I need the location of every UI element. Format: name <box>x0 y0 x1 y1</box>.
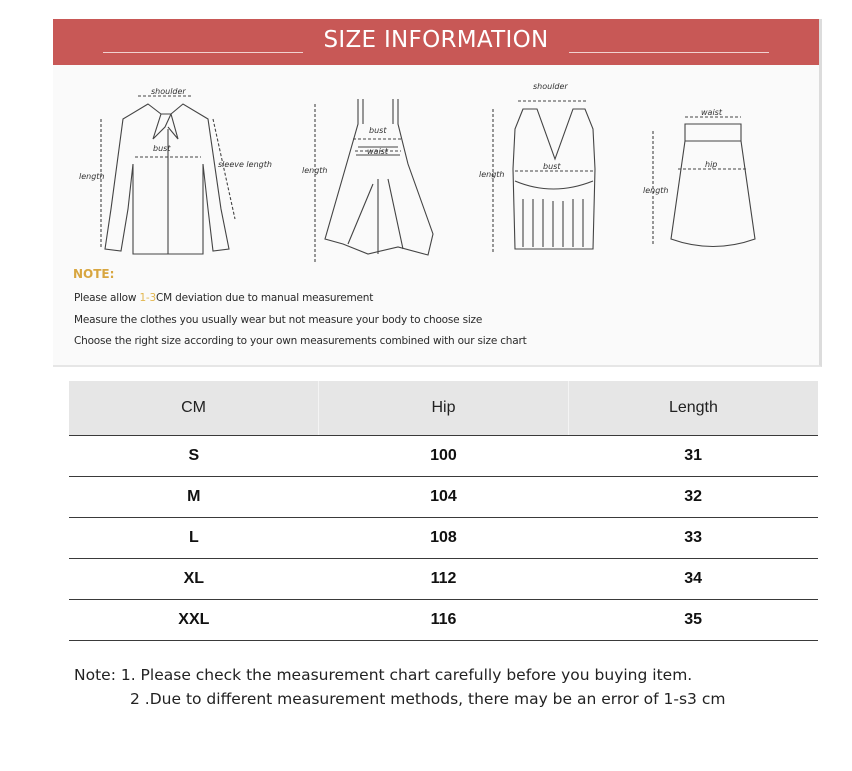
vest-bust-label: bust <box>543 162 561 171</box>
length-cell: 31 <box>568 436 818 477</box>
skirt-diagram <box>653 117 755 247</box>
size-cell: XXL <box>69 600 319 641</box>
footer-note-line-1: Note: 1. Please check the measurement chart carefully before you buying item. <box>74 666 693 684</box>
hip-cell: 108 <box>319 518 569 559</box>
dress-length-label: length <box>302 166 328 175</box>
length-cell: 34 <box>568 559 818 600</box>
skirt-waist-label: waist <box>701 108 722 117</box>
shirt-length-label: length <box>79 172 105 181</box>
size-chart-table <box>69 381 818 641</box>
shirt-bust-label: bust <box>153 144 171 153</box>
dress-diagram <box>315 99 433 264</box>
header-hip: Hip <box>319 381 569 436</box>
footer-note-line-2: 2 .Due to different measurement methods, there may be an error of 1-s3 cm <box>130 690 726 708</box>
hip-cell: 104 <box>319 477 569 518</box>
size-information-panel <box>53 19 822 367</box>
length-cell: 33 <box>568 518 818 559</box>
header-length: Length <box>568 381 818 436</box>
table-row <box>69 477 818 518</box>
skirt-hip-label: hip <box>705 160 718 169</box>
size-information-banner <box>53 19 819 65</box>
skirt-length-label: length <box>643 186 669 195</box>
note-line-3: Choose the right size according to your own measurements combined with our size chart <box>74 335 527 347</box>
size-cell: L <box>69 518 319 559</box>
shirt-shoulder-label: shoulder <box>151 87 186 96</box>
note-heading: NOTE: <box>73 267 115 281</box>
table-row <box>69 518 818 559</box>
size-cell: XL <box>69 559 319 600</box>
shirt-diagram <box>101 96 235 254</box>
note-line-1-pre: Please allow <box>74 292 140 304</box>
hip-cell: 116 <box>319 600 569 641</box>
header-cm: CM <box>69 381 319 436</box>
size-information-title: SIZE INFORMATION <box>323 27 549 53</box>
note-line-1-highlight: 1-3 <box>139 292 156 304</box>
table-row <box>69 600 818 641</box>
vest-length-label: length <box>479 170 505 179</box>
table-row <box>69 436 818 477</box>
note-line-1-post: CM deviation due to manual measurement <box>156 292 374 304</box>
length-cell: 35 <box>568 600 818 641</box>
note-line-1 <box>74 292 373 304</box>
table-row <box>69 559 818 600</box>
note-line-2: Measure the clothes you usually wear but not measure your body to choose size <box>74 314 483 326</box>
size-cell: S <box>69 436 319 477</box>
shirt-sleeve-label: sleeve length <box>218 160 272 169</box>
garment-diagrams-svg <box>53 69 819 274</box>
table-header-row <box>69 381 818 436</box>
dress-bust-label: bust <box>369 126 387 135</box>
hip-cell: 112 <box>319 559 569 600</box>
vest-diagram <box>493 101 595 254</box>
dress-waist-label: waist <box>367 147 388 156</box>
hip-cell: 100 <box>319 436 569 477</box>
length-cell: 32 <box>568 477 818 518</box>
vest-shoulder-label: shoulder <box>533 82 568 91</box>
garment-diagrams <box>53 69 819 274</box>
size-cell: M <box>69 477 319 518</box>
